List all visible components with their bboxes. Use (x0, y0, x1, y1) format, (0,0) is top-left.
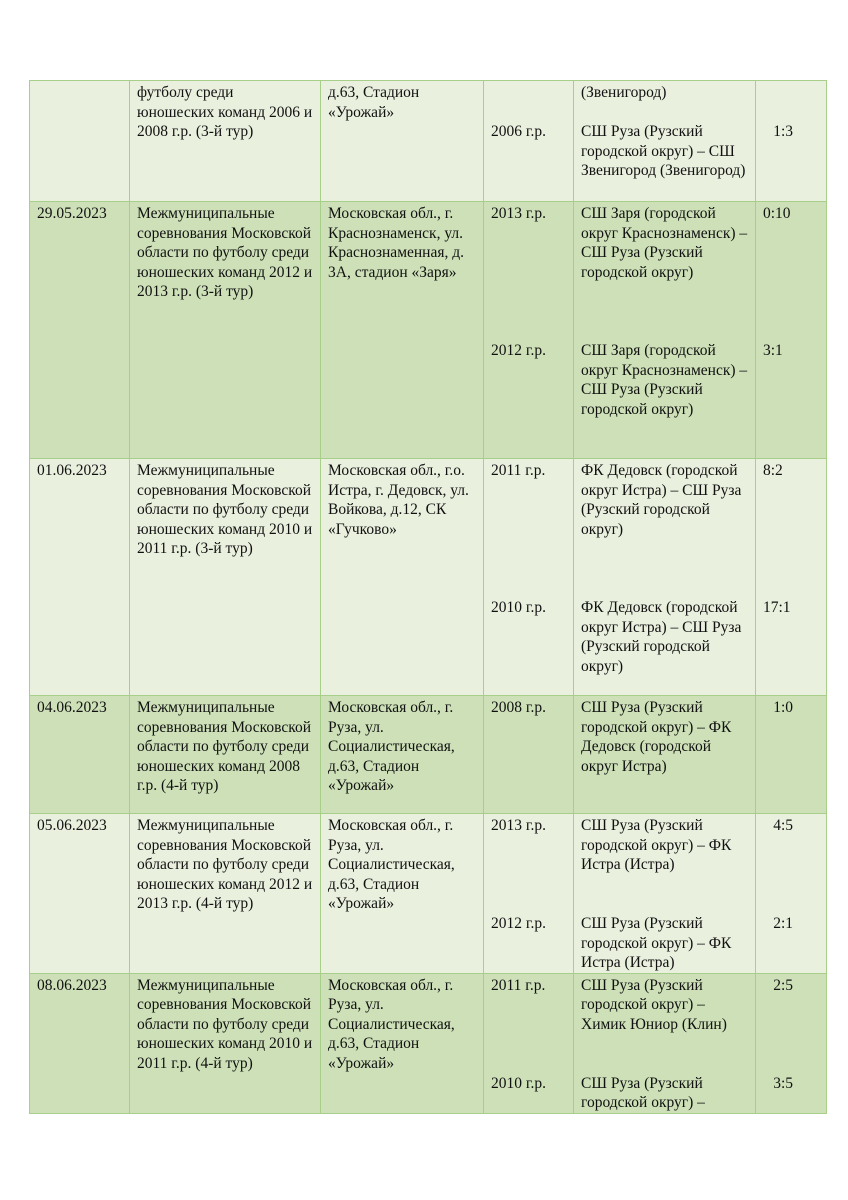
teams-cell (574, 81, 756, 202)
age-label: 2012 г.р. (491, 342, 546, 359)
match-teams: СШ Руза (Рузский городской округ) – ФК Истра (Истра) (581, 915, 732, 971)
match-teams: СШ Руза (Рузский городской округ) – Химик Юниор (Клин) (581, 976, 727, 1033)
schedule-table (29, 80, 827, 1114)
table-row (30, 696, 827, 814)
match-score: 0:10 (763, 205, 791, 222)
score-cell (756, 202, 827, 459)
match-score: 1:0 (773, 699, 793, 716)
table-row (30, 459, 827, 696)
score-cell (756, 973, 827, 1113)
date-cell: 29.05.2023 (30, 202, 130, 459)
teams-cell (574, 459, 756, 696)
date-cell: 04.06.2023 (30, 696, 130, 814)
age-cell (484, 973, 574, 1113)
age-label: 2011 г.р. (491, 976, 546, 994)
match-score: 17:1 (763, 599, 791, 616)
table-row (30, 81, 827, 202)
date-cell: 05.06.2023 (30, 814, 130, 974)
age-cell (484, 814, 574, 974)
age-label: 2013 г.р. (491, 205, 546, 222)
score-cell (756, 696, 827, 814)
score-cell (756, 459, 827, 696)
venue-cell: Московская обл., г. Руза, ул. Социалистическая, д.63, Стадион «Урожай» (321, 973, 484, 1113)
match-score: 2:1 (773, 915, 793, 932)
competition-cell: Межмуниципальные соревнования Московской области по футболу среди юношеских команд 2010 и 2011 г.р. (4-й тур) (130, 973, 321, 1113)
competition-cell: Межмуниципальные соревнования Московской области по футболу среди юношеских команд 2008 г.р. (4-й тур) (130, 696, 321, 814)
age-label: 2012 г.р. (491, 915, 546, 932)
match-score: 4:5 (773, 817, 793, 834)
date-cell (30, 81, 130, 202)
venue-cell: Московская обл., г. Руза, ул. Социалистическая, д.63, Стадион «Урожай» (321, 814, 484, 974)
match-teams: (Звенигород) (581, 84, 667, 101)
match-score: 2:5 (773, 976, 793, 994)
table-row (30, 202, 827, 459)
date-cell: 08.06.2023 (30, 973, 130, 1113)
match-score: 3:5 (773, 1074, 793, 1092)
age-label: 2010 г.р. (491, 1074, 546, 1092)
age-cell (484, 202, 574, 459)
venue-cell: Московская обл., г. Краснознаменск, ул. Краснознаменная, д. 3А, стадион «Заря» (321, 202, 484, 459)
competition-cell: Межмуниципальные соревнования Московской области по футболу среди юношеских команд 2010 и 2011 г.р. (3-й тур) (130, 459, 321, 696)
match-teams: СШ Руза (Рузский городской округ) – ФК Истра (Истра) (581, 817, 732, 873)
venue-cell: д.63, Стадион «Урожай» (321, 81, 484, 202)
venue-cell: Московская обл., г. Руза, ул. Социалистическая, д.63, Стадион «Урожай» (321, 696, 484, 814)
competition-cell: футболу среди юношеских команд 2006 и 2008 г.р. (3-й тур) (130, 81, 321, 202)
schedule-table-wrapper (29, 80, 826, 1114)
score-cell (756, 814, 827, 974)
age-label: 2011 г.р. (491, 462, 546, 479)
table-row (30, 814, 827, 974)
teams-cell (574, 973, 756, 1113)
teams-cell: СШ Руза (Рузский городской округ) – ФК Дедовск (городской округ Истра) (574, 696, 756, 814)
teams-cell (574, 202, 756, 459)
age-cell: 2008 г.р. (484, 696, 574, 814)
age-cell (484, 81, 574, 202)
match-teams: СШ Заря (городской округ Краснознаменск) – СШ Руза (Рузский городской округ) (581, 205, 748, 281)
age-label: 2013 г.р. (491, 817, 546, 834)
match-teams: ФК Дедовск (городской округ Истра) – СШ Руза (Рузский городской округ) (581, 599, 742, 675)
venue-cell: Московская обл., г.о. Истра, г. Дедовск, ул. Войкова, д.12, СК «Гучково» (321, 459, 484, 696)
match-teams: СШ Заря (городской округ Краснознаменск) – СШ Руза (Рузский городской округ) (581, 342, 748, 418)
competition-cell: Межмуниципальные соревнования Московской области по футболу среди юношеских команд 2012 и 2013 г.р. (3-й тур) (130, 202, 321, 459)
match-teams: СШ Руза (Рузский городской округ) – (581, 1074, 705, 1111)
table-row (30, 973, 827, 1113)
match-score: 1:3 (773, 123, 793, 140)
age-label: 2006 г.р. (491, 123, 546, 140)
teams-cell (574, 814, 756, 974)
match-score: 3:1 (763, 342, 783, 359)
match-teams: СШ Руза (Рузский городской округ) – СШ Звенигород (Звенигород) (581, 123, 746, 179)
match-teams: ФК Дедовск (городской округ Истра) – СШ Руза (Рузский городской округ) (581, 462, 742, 538)
age-cell (484, 459, 574, 696)
date-cell: 01.06.2023 (30, 459, 130, 696)
score-cell (756, 81, 827, 202)
competition-cell: Межмуниципальные соревнования Московской области по футболу среди юношеских команд 2012 и 2013 г.р. (4-й тур) (130, 814, 321, 974)
match-score: 8:2 (763, 462, 783, 479)
age-label: 2010 г.р. (491, 599, 546, 616)
